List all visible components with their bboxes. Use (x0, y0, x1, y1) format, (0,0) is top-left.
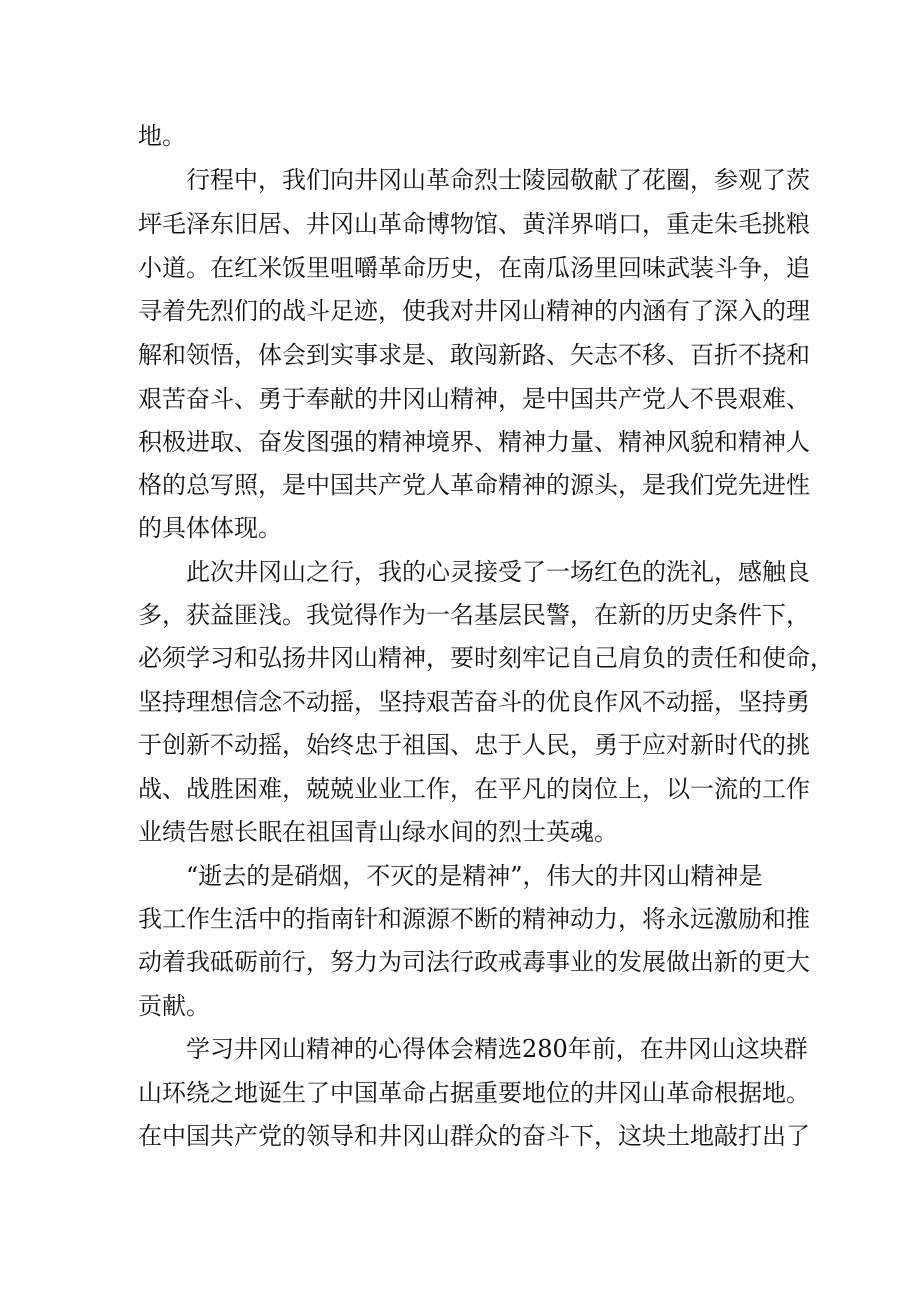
text-line: 多，获益匪浅。我觉得作为一名基层民警，在新的历史条件下， (138, 601, 810, 629)
text-line: 艰苦奋斗、勇于奉献的井冈山精神，是中国共产党人不畏艰难、 (138, 385, 810, 413)
text-line: 小道。在红米饭里咀嚼革命历史，在南瓜汤里回味武装斗争，追 (138, 254, 810, 282)
text-line: 业绩告慰长眠在祖国青山绿水间的烈士英魂。 (138, 818, 618, 846)
text-line: 解和领悟，体会到实事求是、敢闯新路、矢志不移、百折不挠和 (138, 341, 810, 369)
text-line: 我工作生活中的指南针和源源不断的精神动力，将永远激励和推 (138, 905, 810, 933)
text-line: 在中国共产党的领导和井冈山群众的奋斗下，这块土地敲打出了 (138, 1122, 810, 1150)
text-line: 地。 (138, 122, 186, 150)
text-line: 坚持理想信念不动摇，坚持艰苦奋斗的优良作风不动摇，坚持勇 (138, 688, 810, 716)
text-line: 格的总写照，是中国共产党人革命精神的源头，是我们党先进性 (138, 471, 810, 499)
text-line: 于创新不动摇，始终忠于祖国、忠于人民，勇于应对新时代的挑 (138, 731, 810, 759)
text-line: 寻着先烈们的战斗足迹，使我对井冈山精神的内涵有了深入的理 (138, 297, 810, 325)
text-line: 山环绕之地诞生了中国革命占据重要地位的井冈山革命根据地。 (138, 1079, 810, 1107)
paragraph-first-line: 此次井冈山之行，我的心灵接受了一场红色的洗礼，感触良 (186, 558, 810, 586)
text-line: 必须学习和弘扬井冈山精神，要时刻牢记自己肩负的责任和使命， (138, 644, 834, 672)
text-line: 的具体体现。 (138, 514, 282, 542)
text-line: 坪毛泽东旧居、井冈山革命博物馆、黄洋界哨口，重走朱毛挑粮 (138, 210, 810, 238)
text-line: 战、战胜困难，兢兢业业工作，在平凡的岗位上，以一流的工作 (138, 775, 810, 803)
paragraph-first-line: 学习井冈山精神的心得体会精选280年前，在井冈山这块群 (186, 1035, 808, 1063)
paragraph-first-line: “逝去的是硝烟，不灭的是精神”，伟大的井冈山精神是 (186, 862, 763, 890)
text-line: 积极进取、奋发图强的精神境界、精神力量、精神风貌和精神人 (138, 428, 810, 456)
text-line: 贡献。 (138, 992, 210, 1020)
paragraph-first-line: 行程中，我们向井冈山革命烈士陵园敬献了花圈，参观了茨 (186, 166, 810, 194)
text-line: 动着我砥砺前行，努力为司法行政戒毒事业的发展做出新的更大 (138, 948, 810, 976)
